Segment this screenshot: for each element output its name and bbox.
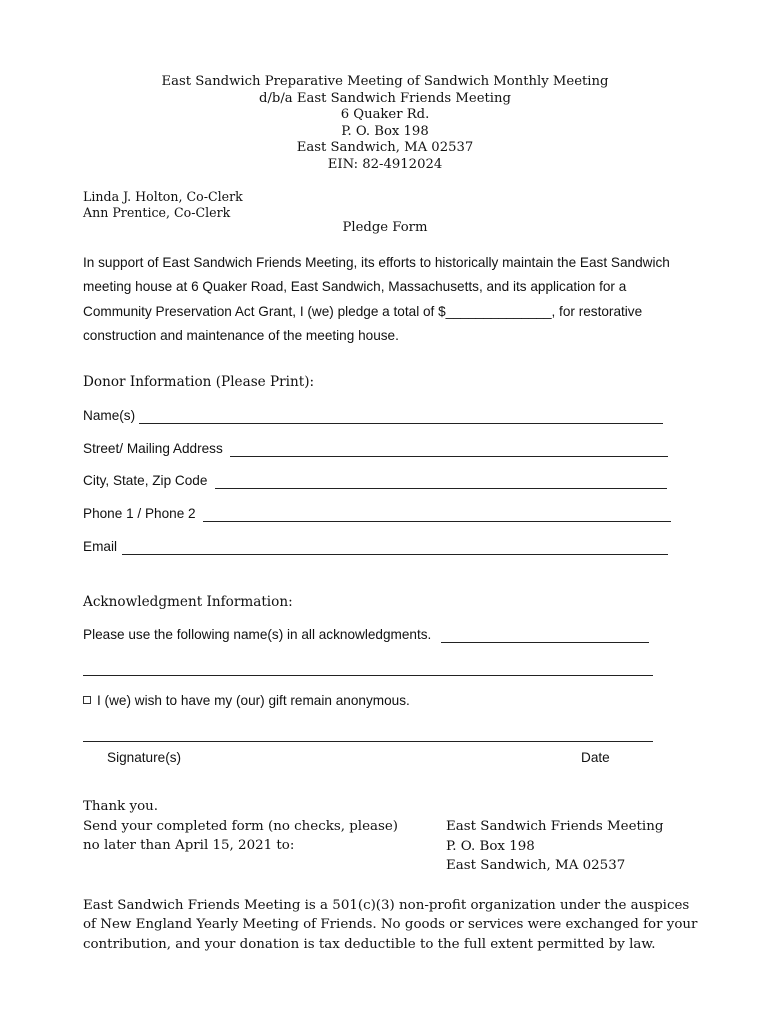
donor-heading: Donor Information (Please Print): bbox=[83, 374, 315, 390]
org-street: 6 Quaker Rd. bbox=[340, 107, 430, 123]
pledge-line-3: Community Preservation Act Grant, I (we) pledge a total of $______________, for restorative bbox=[83, 303, 643, 319]
disclaimer-line-3: contribution, and your donation is tax deductible to the full extent permitted by law. bbox=[83, 936, 656, 952]
ack-names-label: Please use the following name(s) in all acknowledgments. bbox=[83, 627, 432, 642]
address-line-1: East Sandwich Friends Meeting bbox=[446, 819, 664, 834]
pledge-line-1: In support of East Sandwich Friends Meeting, its efforts to historically maintain the East Sandwich bbox=[83, 255, 670, 270]
clerk-2: Ann Prentice, Co-Clerk bbox=[83, 205, 231, 220]
ack-heading: Acknowledgment Information: bbox=[83, 594, 293, 610]
date-label: Date bbox=[581, 750, 610, 765]
phone-field[interactable] bbox=[203, 521, 671, 522]
tax-disclaimer bbox=[83, 896, 703, 954]
city-label: City, State, Zip Code bbox=[83, 473, 208, 488]
street-field[interactable] bbox=[230, 456, 668, 457]
form-title: Pledge Form bbox=[342, 220, 428, 235]
pledge-line-4: construction and maintenance of the meeting house. bbox=[83, 328, 399, 344]
letterhead bbox=[0, 74, 770, 174]
anonymous-label: I (we) wish to have my (our) gift remain anonymous. bbox=[97, 693, 410, 708]
ack-names-field-2[interactable] bbox=[83, 675, 653, 676]
address-line-2: P. O. Box 198 bbox=[446, 838, 535, 854]
pledge-line-2: meeting house at 6 Quaker Road, East Sandwich, Massachusetts, and its application for a bbox=[83, 279, 627, 295]
email-field[interactable] bbox=[122, 554, 668, 555]
closing-instructions bbox=[83, 797, 398, 856]
disclaimer-line-1: East Sandwich Friends Meeting is a 501(c)(3) non-profit organization under the auspices bbox=[83, 898, 690, 913]
anonymous-checkbox[interactable] bbox=[83, 696, 91, 704]
clerk-1: Linda J. Holton, Co-Clerk bbox=[83, 189, 243, 204]
pledge-statement bbox=[83, 251, 703, 349]
org-ein: EIN: 82-4912024 bbox=[327, 156, 443, 172]
org-dba: d/b/a East Sandwich Friends Meeting bbox=[259, 90, 511, 106]
names-field[interactable] bbox=[139, 423, 663, 424]
send-instructions-2: no later than April 15, 2021 to: bbox=[83, 838, 295, 853]
disclaimer-line-2: of New England Yearly Meeting of Friends. No goods or services were exchanged for your bbox=[83, 917, 698, 933]
org-city: East Sandwich, MA 02537 bbox=[296, 140, 474, 156]
ack-names-field[interactable] bbox=[441, 642, 649, 643]
signature-label: Signature(s) bbox=[107, 750, 182, 765]
phone-label: Phone 1 / Phone 2 bbox=[83, 506, 196, 521]
street-label: Street/ Mailing Address bbox=[83, 441, 223, 456]
signature-field[interactable] bbox=[83, 741, 653, 742]
email-label: Email bbox=[83, 539, 117, 554]
mailing-address bbox=[446, 817, 663, 876]
names-label: Name(s) bbox=[83, 408, 136, 423]
city-field[interactable] bbox=[215, 488, 667, 489]
anonymous-option bbox=[83, 693, 410, 708]
address-line-3: East Sandwich, MA 02537 bbox=[446, 858, 626, 873]
clerks-block bbox=[83, 189, 243, 221]
org-po-box: P. O. Box 198 bbox=[341, 123, 429, 139]
org-name: East Sandwich Preparative Meeting of Sandwich Monthly Meeting bbox=[161, 74, 609, 89]
send-instructions-1: Send your completed form (no checks, please) bbox=[83, 818, 399, 834]
thanks-text: Thank you. bbox=[83, 799, 159, 814]
